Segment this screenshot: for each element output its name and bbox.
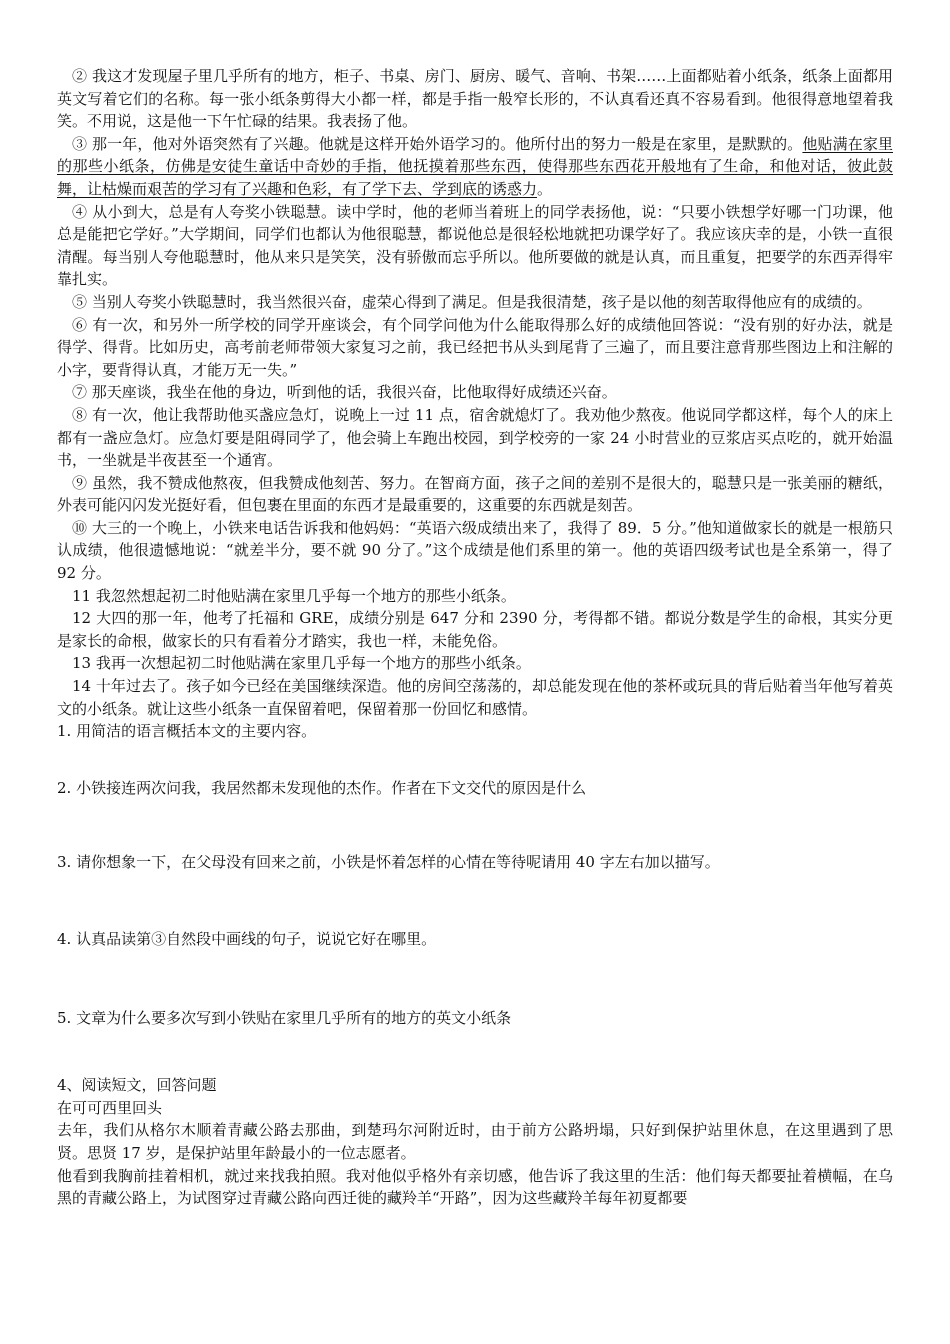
document-page bbox=[57, 65, 893, 1210]
paragraph-3 bbox=[57, 133, 893, 201]
question-4: 4. 认真品读第③自然段中画线的句子，说说它好在哪里。 bbox=[57, 930, 437, 948]
paragraph-14: 14 十年过去了。孩子如今已经在美国继续深造。他的房间空荡荡的，却总能发现在他的茶杯或玩具的背后贴着当年他写着英文的小纸条。就让这些小纸条一直保留着吧，保留着那一份回忆和感情。 bbox=[57, 677, 893, 718]
question-3: 3. 请你想象一下，在父母没有回来之前，小铁是怀着怎样的心情在等待呢请用 40 字左右加以描写。 bbox=[57, 853, 720, 872]
section-4-paragraph-2: 他看到我胸前挂着相机，就过来找我拍照。我对他似乎格外有亲切感，他告诉了我这里的生活：他们每天都要扯着横幅，在乌黑的青藏公路上，为试图穿过青藏公路向西迁徙的藏羚羊“开路”，因为这些藏羚羊每年初夏都要 bbox=[57, 1166, 893, 1208]
paragraph-9: ⑨ 虽然，我不赞成他熬夜，但我赞成他刻苦、努力。在智商方面，孩子之间的差别不是很大的，聪慧只是一张美丽的糖纸，外表可能闪闪发光挺好看，但包裹在里面的东西才是最重要的，这重要的东西就是刻苦。 bbox=[57, 473, 893, 515]
section-4-heading: 4、阅读短文，回答问题 bbox=[57, 1076, 217, 1095]
question-2: 2. 小铁接连两次问我，我居然都未发现他的杰作。作者在下文交代的原因是什么 bbox=[57, 778, 587, 797]
paragraph-4: ④ 从小到大，总是有人夸奖小铁聪慧。读中学时，他的老师当着班上的同学表扬他，说：“只要小铁想学好哪一门功课，他总是能把它学好。”大学期间，同学们也都认为他很聪慧，都说他总是很轻松地就把功课学好了。我应该庆幸的是，小铁一直很清醒。每当别人夸他聪慧时，他从来只是笑笑，没有骄傲而忘乎所以。他所要做的就是认真，而且重复，把要学的东西弄得牢靠扎实。 bbox=[57, 202, 893, 289]
paragraph-5: ⑤ 当别人夸奖小铁聪慧时，我当然很兴奋，虚荣心得到了满足。但是我很清楚，孩子是以他的刻苦取得他应有的成绩的。 bbox=[72, 292, 872, 311]
paragraph-13: 13 我再一次想起初二时他贴满在家里几乎每一个地方的那些小纸条。 bbox=[72, 654, 531, 673]
paragraph-3-tail: 。 bbox=[537, 179, 553, 198]
section-4-title: 在可可西里回头 bbox=[57, 1098, 163, 1117]
paragraph-8: ⑧ 有一次，他让我帮助他买盏应急灯，说晚上一过 11 点，宿舍就熄灯了。我劝他少熬夜。他说同学都这样，每个人的床上都有一盏应急灯。应急灯要是阻碍同学了，他会骑上车跑出校园，到学校旁的一家 24 小时营业的豆浆店买点吃的，就开始温书，一坐就是半夜甚至一个通宵。 bbox=[57, 405, 893, 470]
question-1: 1. 用简洁的语言概括本文的主要内容。 bbox=[57, 722, 317, 741]
answer-space-2 bbox=[57, 799, 893, 851]
paragraph-3-lead: ③ 那一年，他对外语突然有了兴趣。他就是这样开始外语学习的。他所付出的努力一般是在家里，是默默的。 bbox=[72, 134, 803, 153]
paragraph-11: 11 我忽然想起初二时他贴满在家里几乎每一个地方的那些小纸条。 bbox=[72, 586, 516, 605]
answer-space-1 bbox=[57, 743, 893, 777]
answer-space-4 bbox=[57, 951, 893, 1007]
paragraph-3-underlined-sentence: 他贴满在家里的那些小纸条，仿佛是安徒生童话中奇妙的手指，他抚摸着那些东西，使得那些东西花开般地有了生命，和他对话，彼此鼓舞，让枯燥而艰苦的学习有了兴趣和色彩，有了学下去、学到底的诱惑力 bbox=[57, 134, 893, 198]
section-4-paragraph-1: 去年，我们从格尔木顺着青藏公路去那曲，到楚玛尔河附近时，由于前方公路坍塌，只好到保护站里休息，在这里遇到了思贤。思贤 17 岁，是保护站里年龄最小的一位志愿者。 bbox=[57, 1121, 893, 1162]
paragraph-2: ② 我这才发现屋子里几乎所有的地方，柜子、书桌、房门、厨房、暖气、音响、书架……上面都贴着小纸条，纸条上面都用英文写着它们的名称。每一张小纸条剪得大小都一样，都是手指一般窄长形的，不认真看还真不容易看到。他很得意地望着我笑。不用说，这是他一下午忙碌的结果。我表扬了他。 bbox=[57, 67, 893, 131]
paragraph-10: ⑩ 大三的一个晚上，小铁来电话告诉我和他妈妈：“英语六级成绩出来了，我得了 89．5 分。”他知道做家长的就是一根筋只认成绩，他很遗憾地说：“就差半分，要不就 90 分了。”这个成绩是他们系里的第一。他的英语四级考试也是全系第一，得了 92 分。 bbox=[57, 518, 893, 583]
answer-space-3 bbox=[57, 874, 893, 928]
paragraph-7: ⑦ 那天座谈，我坐在他的身边，听到他的话，我很兴奋，比他取得好成绩还兴奋。 bbox=[72, 383, 617, 402]
question-5: 5. 文章为什么要多次写到小铁贴在家里几乎所有的地方的英文小纸条 bbox=[57, 1008, 512, 1027]
paragraph-12: 12 大四的那一年，他考了托福和 GRE，成绩分别是 647 分和 2390 分，考得都不错。都说分数是学生的命根，其实分更是家长的命根，做家长的只有看着分才踏实，我也一样，未能免俗。 bbox=[57, 609, 893, 650]
paragraph-6: ⑥ 有一次，和另外一所学校的同学开座谈会，有个同学问他为什么能取得那么好的成绩他回答说：“没有别的好办法，就是得学、得背。比如历史，高考前老师带领大家复习之前，我已经把书从头到尾背了三遍了，而且要注意背那些图边上和注解的小字，要背得认真，才能万无一失。” bbox=[57, 315, 893, 379]
answer-space-5 bbox=[57, 1029, 893, 1074]
